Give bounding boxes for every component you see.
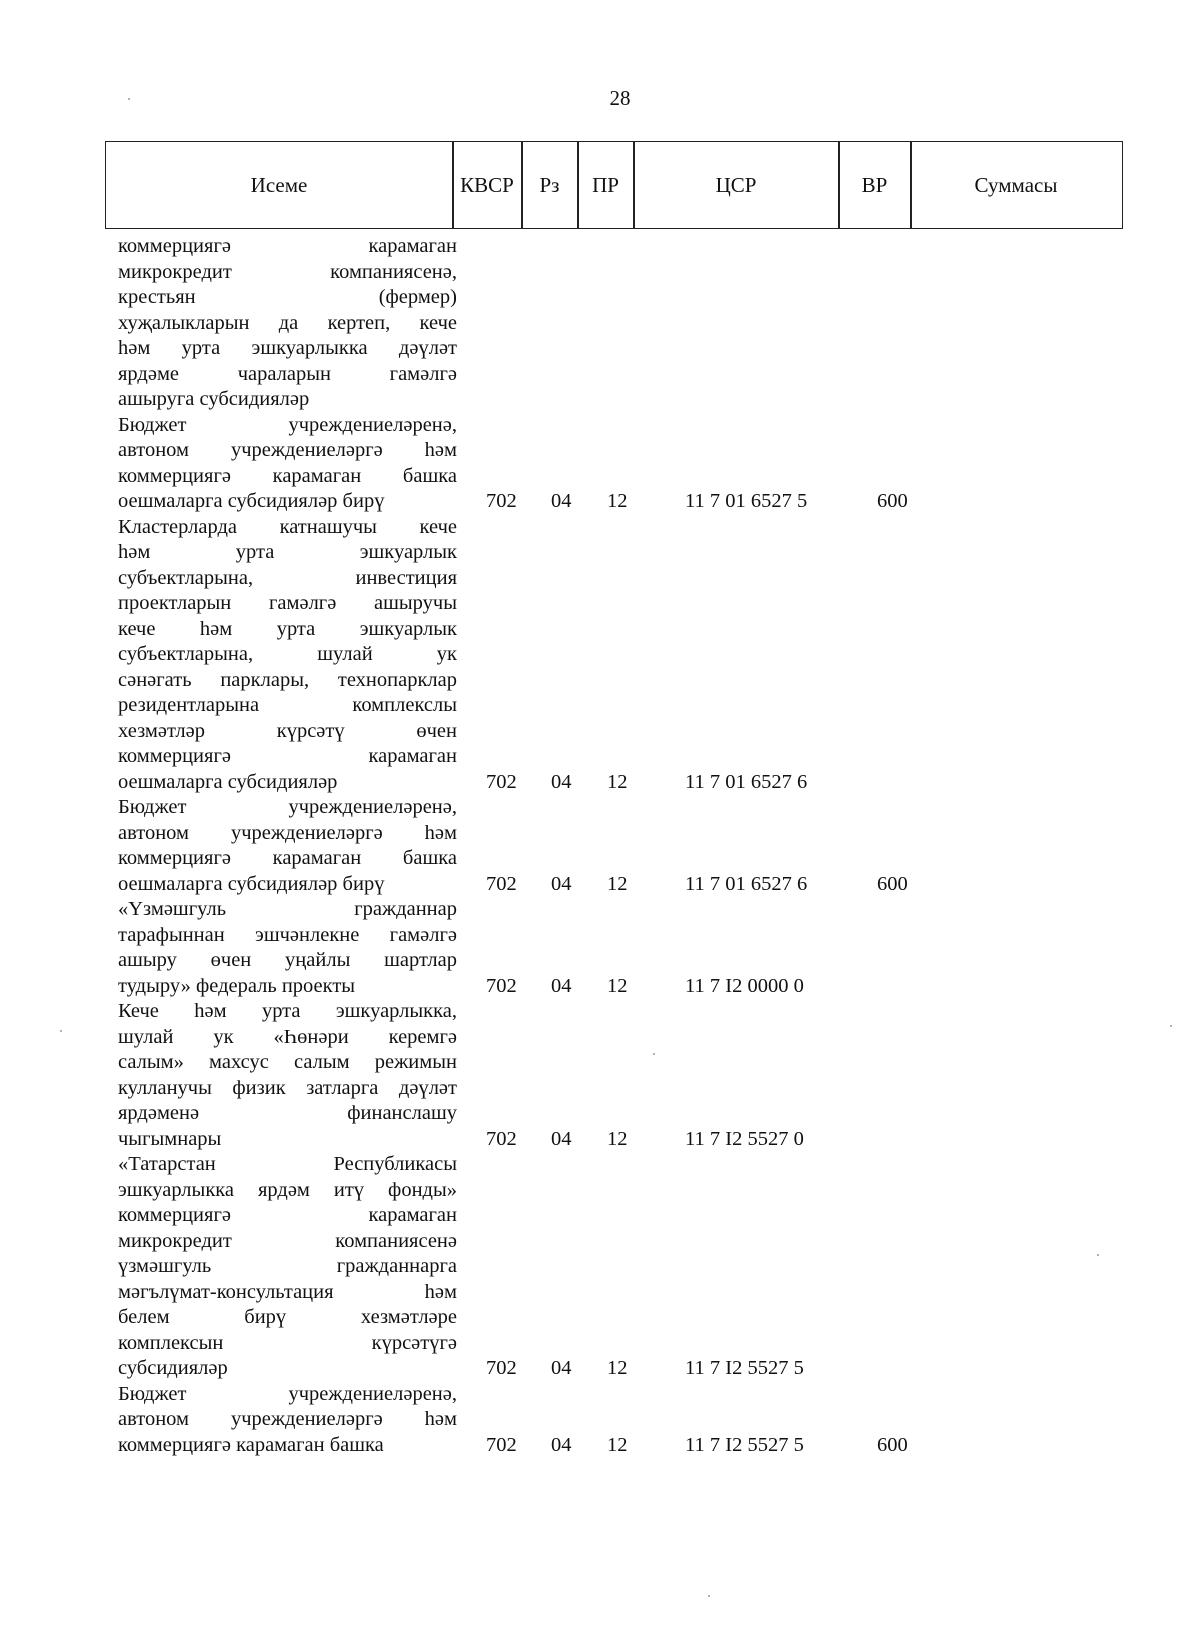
row-name — [118, 795, 457, 897]
header-pr: ПР — [592, 172, 619, 197]
row-csr: 11 7 I2 5527 0 — [685, 1127, 804, 1150]
row-name-line: субъектларына, инвестиция — [118, 566, 457, 589]
row-kvsr: 702 — [486, 974, 517, 997]
row-kvsr: 702 — [486, 1433, 517, 1456]
table-header — [105, 141, 1123, 229]
row-name-line: «Татарстан Республикасы — [118, 1153, 457, 1175]
row-csr: 11 7 I2 0000 0 — [685, 974, 804, 997]
row-name-line: Бюджет учреждениеләренә, — [118, 413, 457, 436]
row-name-line: микрокредит компаниясенә, — [118, 260, 457, 283]
row-name-line: ярдәме чараларын гамәлгә — [118, 362, 457, 385]
row-name-line: резидентларына комплекслы — [118, 694, 457, 716]
scan-speck — [128, 98, 130, 100]
header-kvsr: КВСР — [460, 172, 514, 197]
row-name-line: тудыру» федераль проекты — [118, 974, 356, 997]
row-name-line: субъектларына, шулай ук — [118, 643, 457, 665]
row-name-line: автоном учреждениеләргә һәм — [118, 821, 457, 844]
row-vr: 600 — [877, 872, 908, 895]
row-csr: 11 7 01 6527 5 — [685, 490, 808, 512]
row-name-line: шулай ук «Һөнәри керемгә — [118, 1025, 457, 1048]
row-name-line: коммерциягә карамаган — [118, 1204, 457, 1226]
row-rz: 04 — [551, 974, 572, 997]
scan-speck — [60, 1030, 62, 1032]
row-name-line: үзмәшгуль гражданнарга — [118, 1255, 457, 1277]
row-pr: 12 — [607, 1357, 628, 1379]
row-rz: 04 — [551, 1127, 572, 1150]
row-name — [118, 1152, 457, 1382]
row-name-line: микрокредит компаниясенә — [118, 1229, 457, 1252]
row-name — [118, 1382, 457, 1459]
row-name — [118, 515, 457, 796]
row-pr: 12 — [607, 872, 628, 895]
row-pr: 12 — [607, 1127, 628, 1150]
row-name-line: хуҗалыкларын да кертеп, кече — [118, 311, 457, 334]
row-name-line: Кластерларда катнашучы кече — [118, 515, 457, 538]
row-csr: 11 7 I2 5527 5 — [685, 1433, 804, 1456]
row-rz: 04 — [551, 490, 572, 512]
row-rz: 04 — [551, 872, 572, 895]
header-name: Исеме — [250, 172, 308, 197]
row-name-line: кече һәм урта эшкуарлык — [118, 617, 457, 640]
row-csr: 11 7 I2 5527 5 — [685, 1357, 804, 1379]
scan-speck — [1170, 1025, 1172, 1027]
row-name-line: мәгълүмат-консультация һәм — [118, 1280, 457, 1303]
row-name-line: коммерциягә карамаган башка — [118, 847, 457, 869]
row-pr: 12 — [607, 770, 628, 793]
row-name-line: коммерциягә карамаган — [118, 745, 457, 767]
row-name-line: һәм урта эшкуарлык — [118, 541, 457, 563]
row-rz: 04 — [551, 770, 572, 793]
row-kvsr: 702 — [486, 1127, 517, 1150]
row-name-line: «Үзмәшгуль гражданнар — [118, 898, 457, 920]
row-kvsr: 702 — [486, 872, 517, 895]
row-name-line: субсидияләр — [118, 1357, 228, 1379]
row-name-line: проектларын гамәлгә ашыручы — [118, 592, 457, 614]
header-csr: ЦСР — [715, 172, 757, 197]
row-name-line: чыгымнары — [118, 1127, 222, 1150]
row-pr: 12 — [607, 490, 628, 512]
scan-speck — [653, 1053, 655, 1055]
row-name-line: коммерциягә карамаган — [118, 235, 457, 257]
row-name-line: коммерциягә карамаган башка — [118, 464, 457, 487]
row-name-line: оешмаларга субсидияләр — [118, 770, 338, 793]
row-name-line: Бюджет учреждениеләренә, — [118, 796, 457, 818]
row-name-line: хезмәтләр күрсәтү өчен — [118, 719, 457, 742]
row-name — [118, 999, 457, 1152]
row-name — [118, 413, 457, 515]
row-name-line: ашыру өчен уңайлы шартлар — [118, 949, 457, 971]
row-name-line: комплексын күрсәтүгә — [118, 1331, 457, 1354]
row-pr: 12 — [607, 974, 628, 997]
row-name-line: Кече һәм урта эшкуарлыкка, — [118, 1000, 457, 1022]
row-name — [118, 234, 457, 413]
scan-speck — [708, 1595, 710, 1597]
row-name-line: салым» махсус салым режимын — [118, 1051, 457, 1073]
row-name-line: крестьян (фермер) — [118, 286, 457, 308]
row-rz: 04 — [551, 1357, 572, 1379]
row-name-line: автоном учреждениеләргә һәм — [118, 1408, 457, 1430]
row-csr: 11 7 01 6527 6 — [685, 872, 808, 895]
row-name-line: сәнәгать парклары, технопарклар — [118, 668, 457, 691]
row-name-line: Бюджет учреждениеләренә, — [118, 1382, 457, 1405]
row-csr: 11 7 01 6527 6 — [685, 770, 808, 793]
header-sum: Суммасы — [974, 172, 1058, 197]
row-kvsr: 702 — [486, 770, 517, 793]
header-rz: Рз — [539, 172, 560, 197]
row-kvsr: 702 — [486, 490, 517, 512]
row-kvsr: 702 — [486, 1357, 517, 1379]
row-name-line: оешмаларга субсидияләр бирү — [118, 872, 385, 895]
row-name-line: ярдәменә финанслашу — [118, 1102, 457, 1124]
row-name-line: ашыруга субсидияләр — [118, 388, 310, 410]
row-name-line: эшкуарлыкка ярдәм итү фонды» — [118, 1178, 457, 1201]
row-pr: 12 — [607, 1433, 628, 1456]
row-vr: 600 — [877, 1433, 908, 1456]
row-name-line: автоном учреждениеләргә һәм — [118, 439, 457, 461]
row-rz: 04 — [551, 1433, 572, 1456]
row-name-line: кулланучы физик затларга дәүләт — [118, 1076, 457, 1099]
row-vr: 600 — [877, 490, 908, 512]
row-name-line: тарафыннан эшчәнлекне гамәлгә — [118, 923, 457, 946]
row-name-line: һәм урта эшкуарлыкка дәүләт — [118, 337, 457, 359]
page-number: 28 — [609, 86, 631, 110]
row-name-line: коммерциягә карамаган башка — [118, 1433, 384, 1456]
header-vr: ВР — [861, 172, 888, 197]
row-name-line: белем бирү хезмәтләре — [118, 1306, 457, 1328]
row-name — [118, 897, 457, 999]
scan-speck — [1097, 1254, 1099, 1256]
row-name-line: оешмаларга субсидияләр бирү — [118, 490, 385, 512]
